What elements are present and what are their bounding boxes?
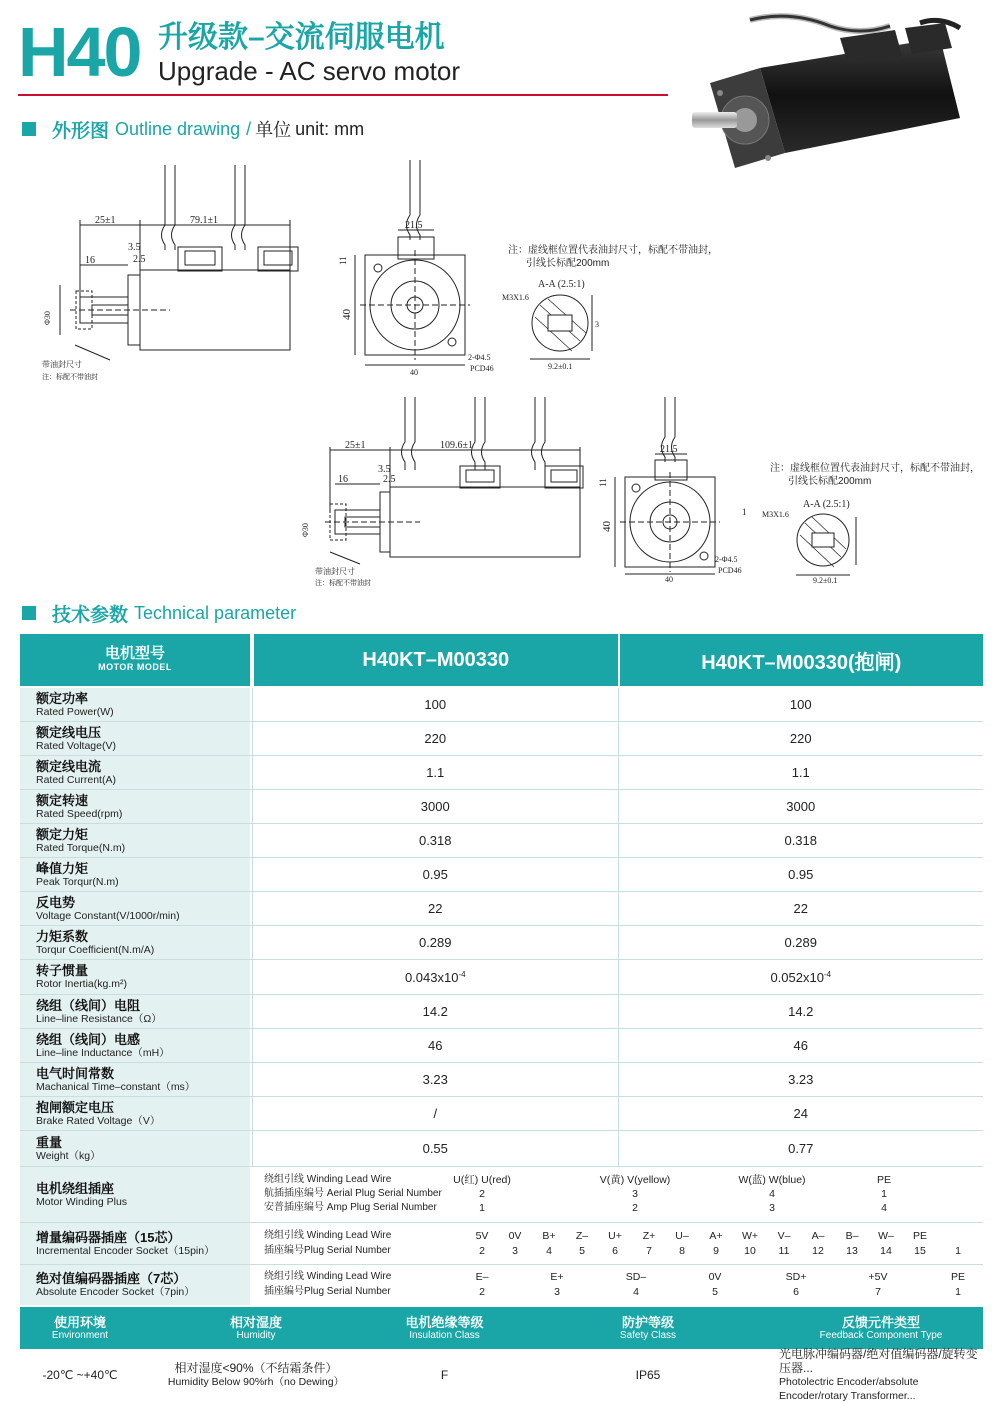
incremental-wire: W–	[878, 1230, 894, 1242]
row-value-2: 3000	[618, 790, 984, 823]
incremental-pin: 11	[778, 1245, 790, 1257]
incremental-wire: A–	[811, 1230, 825, 1242]
footer-value-main: IP65	[635, 1368, 661, 1382]
row-value-1: 0.55	[252, 1131, 618, 1166]
row-value-2: 0.052x10 -4	[618, 960, 984, 994]
dim2-2-5: 2.5	[383, 474, 396, 485]
aa-width: 3	[595, 320, 599, 329]
footer-head-cn: 反馈元件类型	[841, 1314, 920, 1330]
winding-line-label: 绕组引线 Winding Lead Wire	[264, 1174, 392, 1185]
absolute-pin: 6	[793, 1286, 799, 1298]
incremental-pin: 4	[546, 1245, 552, 1257]
row-value-1: 0.318	[252, 824, 618, 857]
absolute-label	[20, 1265, 252, 1305]
winding-aerial-no: 2	[479, 1188, 485, 1200]
footer-head-cell	[779, 1307, 983, 1349]
dim-79: 79.1±1	[190, 215, 218, 226]
row-label-en: Rotor Inertia(kg.m²)	[36, 978, 128, 990]
dim2-21-5: 21.5	[660, 444, 678, 455]
row-value-2: 22	[618, 892, 984, 925]
incremental-pin: 15	[914, 1245, 926, 1257]
absolute-pin: 4	[633, 1286, 639, 1298]
dim2-16: 16	[338, 474, 348, 485]
footer-head-cn: 相对湿度	[229, 1314, 282, 1330]
tech-title-cn: 技术参数	[52, 604, 129, 626]
drawing1-note-line1: 注：虚线框位置代表油封尺寸，标配不带油封，	[508, 245, 718, 256]
incremental-pin: 5	[579, 1245, 585, 1257]
footer-value-main: 光电脉冲编码器/绝对值编码器/旋转变压器...	[779, 1347, 978, 1375]
absolute-wire: +5V	[868, 1271, 888, 1283]
absolute-line-label: 绕组引线 Winding Lead Wire	[264, 1271, 392, 1282]
row-label-cell	[20, 1063, 252, 1096]
incremental-wire: 5V	[475, 1230, 489, 1242]
dim2-phi30: Φ30	[301, 523, 310, 537]
incremental-wire: 0V	[508, 1230, 522, 1242]
winding-aerial-no: 3	[632, 1188, 638, 1200]
incremental-pin: 12	[812, 1245, 824, 1257]
dim-40: 40	[341, 309, 353, 320]
row-value-2: 0.77	[618, 1131, 984, 1166]
row-label-cell	[20, 926, 252, 959]
header-label-cell	[20, 634, 252, 686]
table-row	[20, 1029, 983, 1063]
aa2-bottom: 9.2±0.1	[813, 576, 838, 585]
absolute-wire: SD–	[625, 1271, 647, 1283]
row-value-1: 22	[252, 892, 618, 925]
incremental-wire: PE	[912, 1230, 927, 1242]
row-label-cn: 反电势	[36, 894, 76, 910]
dim-25: 25±1	[95, 215, 116, 226]
winding-wire: V(黄) V(yellow)	[599, 1174, 671, 1186]
row-value-1: 3000	[252, 790, 618, 823]
row-label-en: Voltage Constant(V/1000r/min)	[36, 909, 180, 922]
row-value-1: 14.2	[252, 995, 618, 1028]
dim2-pcd: PCD46	[718, 566, 742, 575]
dim2-holes: 2-Φ4.5	[715, 555, 738, 564]
table-row	[20, 824, 983, 858]
winding-amp-no: 3	[769, 1202, 775, 1214]
winding-aerial-no: 1	[881, 1188, 887, 1200]
incremental-pin: 3	[512, 1245, 518, 1257]
drawing-section-aa-brake	[738, 495, 888, 585]
footer-head-en: Environment	[51, 1329, 109, 1341]
drawing-front-view-brake	[600, 392, 750, 582]
dim-holes: 2-Φ4.5	[468, 353, 491, 362]
absolute-wire: E–	[475, 1271, 489, 1283]
incremental-pin: 13	[846, 1245, 858, 1257]
square-bullet-icon	[22, 122, 36, 136]
incremental-label-en: Incremental Encoder Socket（15pin）	[36, 1244, 215, 1257]
dim2-11: 11	[598, 478, 608, 487]
incremental-line-label: 插座编号Plug Serial Number	[264, 1245, 391, 1256]
sealing-note-2: 注：标配不带油封	[315, 579, 371, 587]
absolute-label-en: Absolute Encoder Socket（7pin）	[36, 1286, 195, 1298]
incremental-wire: U+	[608, 1230, 622, 1242]
row-label-en: Peak Torqur(N.m)	[36, 875, 119, 888]
outline-title-en: Outline drawing	[115, 118, 241, 139]
unit-en: unit: mm	[295, 118, 365, 139]
row-value-2: 46	[618, 1029, 984, 1062]
incremental-wire: W+	[741, 1230, 759, 1242]
footer-head-cn: 使用环境	[53, 1314, 106, 1330]
title-en: Upgrade - AC servo motor	[158, 56, 461, 86]
header-model-2: H40KT–M00330(抱闸)	[618, 634, 984, 686]
footer-value-main: -20℃ ~+40℃	[42, 1368, 118, 1382]
table-row	[20, 688, 983, 722]
row-value-2: 0.318	[618, 824, 984, 857]
drawing2-note-line1: 注：虚线框位置代表油封尺寸，标配不带油封，	[770, 463, 980, 474]
incremental-pin: 1	[955, 1245, 961, 1257]
row-label-en: Rated Voltage(V)	[36, 739, 116, 752]
table-row	[20, 756, 983, 790]
aa-bottom: 9.2±0.1	[548, 362, 573, 371]
row-label-en: Brake Rated Voltage（V）	[36, 1114, 161, 1127]
row-label-cell	[20, 1097, 252, 1130]
table-row	[20, 1063, 983, 1097]
winding-label-cn: 电机绕组插座	[36, 1180, 115, 1196]
outline-title-cn: 外形图	[52, 120, 110, 142]
absolute-line-label: 插座编号Plug Serial Number	[264, 1286, 391, 1297]
row-value-1: 100	[252, 688, 618, 721]
row-label-cell	[20, 722, 252, 755]
footer-value-cell	[20, 1349, 140, 1401]
row-value-2: 220	[618, 722, 984, 755]
winding-amp-no: 1	[479, 1202, 485, 1214]
aa2-title: A-A (2.5:1)	[803, 499, 850, 510]
row-value-1: 3.23	[252, 1063, 618, 1096]
dim-11: 11	[338, 256, 348, 265]
row-label-cn: 额定功率	[36, 690, 89, 706]
footer-head-cell	[140, 1307, 372, 1349]
drawing-side-view-standard	[40, 155, 310, 390]
row-label-cn: 转子惯量	[36, 963, 89, 978]
row-label-cell	[20, 824, 252, 857]
row-label-cn: 额定线电流	[36, 758, 102, 774]
incremental-pin: 14	[880, 1245, 892, 1257]
row-label-cell	[20, 790, 252, 823]
winding-aerial-no: 4	[769, 1188, 775, 1200]
winding-row	[20, 1167, 983, 1223]
row-label-cn: 绕组（线间）电感	[36, 1031, 141, 1047]
row-label-en: Rated Current(A)	[36, 773, 116, 786]
row-label-en: Weight（kg）	[36, 1149, 101, 1162]
dim-21-5: 21.5	[405, 220, 423, 231]
incremental-pin: 8	[679, 1245, 685, 1257]
drawing-side-view-brake	[300, 392, 600, 592]
winding-wire: W(蓝) W(blue)	[738, 1174, 806, 1186]
header-model-1: H40KT–M00330	[252, 634, 618, 686]
row-value-1: 46	[252, 1029, 618, 1062]
unit-cn: 单位	[255, 120, 292, 140]
parameter-table	[20, 634, 983, 1401]
incremental-pin: 6	[612, 1245, 618, 1257]
row-label-cn: 重量	[36, 1134, 63, 1150]
absolute-wire: PE	[950, 1271, 965, 1283]
winding-label	[20, 1167, 252, 1222]
footer-value-sub: Photolectric Encoder/absolute Encoder/rotary Transformer...	[779, 1376, 919, 1402]
winding-wire: U(红) U(red)	[453, 1174, 511, 1186]
row-label-en: Rated Speed(rpm)	[36, 807, 123, 820]
absolute-wire: 0V	[708, 1271, 722, 1283]
row-label-cell	[20, 892, 252, 925]
row-label-cn: 额定转速	[36, 792, 89, 808]
aa-thread: M3X1.6	[502, 293, 529, 302]
absolute-pin: 1	[955, 1286, 961, 1298]
row-value-1: 0.043x10 -4	[252, 960, 618, 994]
absolute-wire: E+	[550, 1271, 564, 1283]
footer-value-sub: Humidity Below 90%rh（no Dewing）	[167, 1376, 345, 1388]
winding-line-label: 航插插座编号 Aerial Plug Serial Number	[264, 1188, 442, 1199]
row-label-en: Torqur Coefficient(N.m/A)	[36, 943, 155, 956]
winding-body	[252, 1167, 983, 1222]
winding-amp-no: 4	[881, 1202, 887, 1214]
row-value-1: /	[252, 1097, 618, 1130]
incremental-wire: V–	[777, 1230, 791, 1242]
drawing1-note-line2: 引线长标配200mm	[526, 258, 610, 269]
absolute-body	[252, 1265, 983, 1305]
dim2-40-bottom: 40	[665, 575, 673, 584]
row-label-cell	[20, 995, 252, 1028]
footer-header-row	[20, 1307, 983, 1349]
winding-wire: PE	[876, 1174, 891, 1186]
footer-head-en: Insulation Class	[409, 1329, 480, 1341]
footer-value-cell	[779, 1349, 983, 1401]
incremental-label	[20, 1223, 252, 1264]
drawing1-note	[508, 244, 718, 270]
footer-head-cell	[517, 1307, 779, 1349]
absolute-pin: 5	[712, 1286, 718, 1298]
table-row	[20, 926, 983, 960]
dim2-25: 25±1	[345, 440, 366, 451]
footer-head-cell	[20, 1307, 140, 1349]
incremental-line-label: 绕组引线 Winding Lead Wire	[264, 1230, 392, 1241]
table-row	[20, 858, 983, 892]
row-value-2: 0.289	[618, 926, 984, 959]
footer-value-cell	[372, 1349, 517, 1401]
row-value-exponent: -4	[823, 969, 832, 979]
outline-heading	[22, 116, 364, 142]
dim-pcd: PCD46	[470, 364, 494, 373]
footer-head-en: Humidity	[236, 1329, 276, 1341]
footer-head-en: Safety Class	[619, 1329, 677, 1341]
table-row	[20, 722, 983, 756]
incremental-row	[20, 1223, 983, 1265]
row-label-en: Rated Torque(N.m)	[36, 841, 126, 854]
tech-title-en: Technical parameter	[134, 602, 297, 623]
footer-value-row	[20, 1349, 983, 1401]
row-label-cell	[20, 858, 252, 891]
footer-head-en: Feedback Component Type	[819, 1329, 943, 1341]
footer-head-cell	[372, 1307, 517, 1349]
row-label-cn: 峰值力矩	[36, 860, 89, 876]
row-label-cell	[20, 756, 252, 789]
header-label-cn: 电机型号	[104, 645, 165, 662]
absolute-label-cn: 绝对值编码器插座（7芯）	[36, 1271, 187, 1286]
row-label-cn: 额定力矩	[36, 826, 89, 842]
row-value-2: 3.23	[618, 1063, 984, 1096]
incremental-wire: Z+	[642, 1230, 656, 1242]
aa2-thread: M3X1.6	[762, 510, 789, 519]
drawing-front-view-standard	[340, 155, 500, 380]
dim2-3-5: 3.5	[378, 464, 391, 475]
winding-amp-no: 2	[632, 1202, 638, 1214]
dim2-109: 109.6±1	[440, 440, 473, 451]
row-label-cn: 额定线电压	[36, 724, 102, 740]
row-label-cell	[20, 688, 252, 721]
table-row	[20, 995, 983, 1029]
motor-photo	[690, 8, 985, 178]
incremental-wire: B+	[542, 1230, 556, 1242]
aa-title: A-A (2.5:1)	[538, 279, 585, 290]
incremental-pin: 2	[479, 1245, 485, 1257]
row-label-en: Line–line Resistance（Ω）	[36, 1012, 162, 1025]
incremental-wire: U–	[675, 1230, 689, 1242]
table-row	[20, 1131, 983, 1167]
row-value-exponent: -4	[458, 969, 466, 979]
row-label-cn: 力矩系数	[36, 928, 89, 944]
row-value-2: 1.1	[618, 756, 984, 789]
footer-value-cell	[140, 1349, 372, 1401]
row-label-en: Machanical Time–constant（ms）	[36, 1080, 196, 1093]
row-label-cn: 绕组（线间）电阻	[36, 997, 141, 1013]
incremental-wire: B–	[845, 1230, 859, 1242]
absolute-pin: 2	[479, 1286, 485, 1298]
dim-16: 16	[85, 255, 95, 266]
header-rule	[18, 94, 668, 96]
row-value-2: 100	[618, 688, 984, 721]
tech-heading	[22, 600, 302, 626]
square-bullet-icon	[22, 606, 36, 620]
page-header	[18, 12, 698, 92]
table-header-row	[20, 634, 983, 688]
row-value-1: 0.95	[252, 858, 618, 891]
header-label-en: MOTOR MODEL	[98, 662, 172, 672]
dim-phi30: Φ30	[43, 311, 52, 325]
incremental-pin: 7	[646, 1245, 652, 1257]
row-value-1: 1.1	[252, 756, 618, 789]
footer-head-cn: 防护等级	[621, 1314, 674, 1330]
footer-head-cn: 电机绝缘等级	[405, 1314, 484, 1330]
dim-3-5: 3.5	[128, 242, 141, 253]
row-value-1: 220	[252, 722, 618, 755]
row-label-en: Line–line Inductance（mH）	[36, 1046, 170, 1059]
incremental-wire: A+	[709, 1230, 723, 1242]
row-label-cn: 抱闸额定电压	[36, 1099, 115, 1115]
table-row	[20, 892, 983, 926]
table-row	[20, 960, 983, 995]
row-label-en: Rated Power(W)	[36, 705, 114, 718]
table-body	[20, 688, 983, 1167]
row-label-cell	[20, 960, 252, 994]
table-row	[20, 1097, 983, 1131]
title-cn: 升级款–交流伺服电机	[158, 21, 445, 54]
row-value-2: 0.95	[618, 858, 984, 891]
winding-line-label: 安普插座编号 Amp Plug Serial Number	[264, 1202, 437, 1213]
dim-40-bottom: 40	[410, 368, 418, 377]
sealing-label-2: 带油封尺寸	[315, 567, 355, 576]
drawing2-note-line2: 引线长标配200mm	[788, 476, 872, 487]
outline-separator: /	[246, 118, 252, 139]
row-value-1: 0.289	[252, 926, 618, 959]
row-value-2: 24	[618, 1097, 984, 1130]
footer-value-main: F	[440, 1368, 449, 1382]
row-value-2: 14.2	[618, 995, 984, 1028]
absolute-pin: 7	[875, 1286, 881, 1298]
incremental-body	[252, 1223, 983, 1264]
winding-label-en: Motor Winding Plus	[36, 1195, 128, 1208]
dim2-40: 40	[601, 521, 613, 532]
absolute-wire: SD+	[785, 1271, 807, 1283]
absolute-pin: 3	[554, 1286, 560, 1298]
dim-2-5: 2.5	[133, 254, 146, 265]
row-label-cell	[20, 1029, 252, 1062]
table-row	[20, 790, 983, 824]
footer-value-cell	[517, 1349, 779, 1401]
incremental-label-cn: 增量编码器插座（15芯）	[36, 1229, 181, 1245]
sealing-note: 注：标配不带油封	[42, 373, 98, 381]
incremental-pin: 10	[744, 1245, 756, 1257]
drawing-section-aa-standard	[500, 275, 620, 370]
incremental-wire: Z–	[575, 1230, 589, 1242]
row-label-cell	[20, 1131, 252, 1166]
aa2-side: 1	[742, 507, 747, 517]
sealing-label: 带油封尺寸	[42, 360, 82, 369]
model-code: H40	[18, 13, 141, 91]
absolute-row	[20, 1265, 983, 1305]
incremental-pin: 9	[713, 1245, 719, 1257]
drawing2-note	[770, 462, 980, 488]
row-label-cn: 电气时间常数	[36, 1065, 115, 1081]
footer-value-main: 相对湿度<90%（不结霜条件）	[174, 1361, 338, 1375]
